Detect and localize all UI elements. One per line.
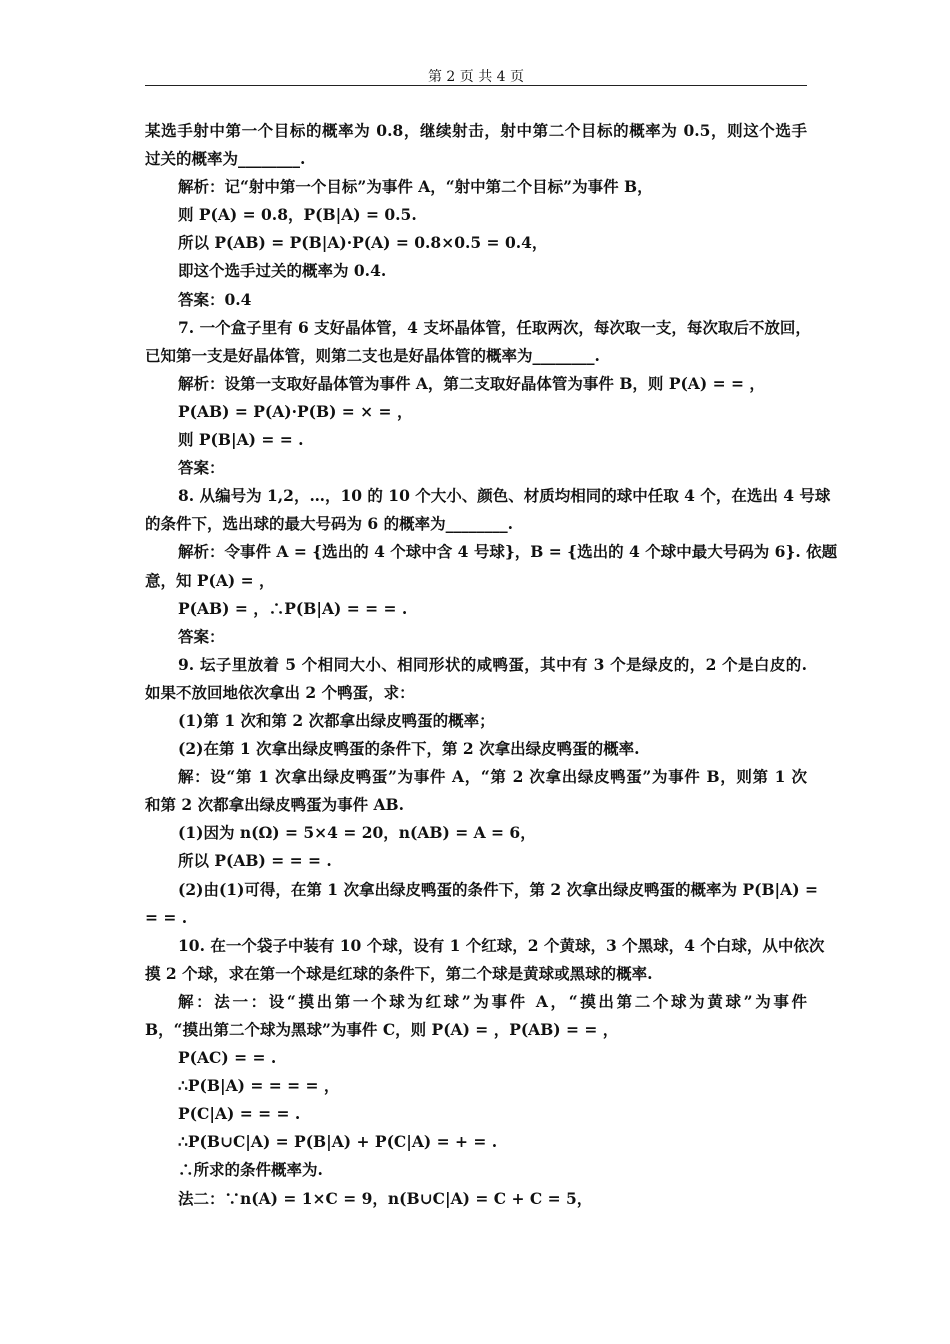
text-line: 意，知 P(A) = ， xyxy=(145,570,275,590)
text-line: ∴所求的条件概率为. xyxy=(178,1160,323,1180)
text-line: (2)在第 1 次拿出绿皮鸭蛋的条件下，第 2 次拿出绿皮鸭蛋的概率. xyxy=(178,739,640,759)
text-line: ∴P(B∪C|A) = P(B|A) + P(C|A) = + = . xyxy=(178,1132,498,1152)
text-line: 8. 从编号为 1,2，…，10 的 10 个大小、颜色、材质均相同的球中任取 4 个，在选出 4 号球 xyxy=(178,486,831,506)
text-line: 答案：0.4 xyxy=(178,289,252,309)
text-line: 所以 P(AB) = = = . xyxy=(178,851,332,871)
text-line: 解：设“第 1 次拿出绿皮鸭蛋”为事件 A，“第 2 次拿出绿皮鸭蛋”为事件 B，则第 1 次 xyxy=(178,767,807,787)
text-line: P(AB) = ，∴P(B|A) = = = . xyxy=(178,598,408,618)
text-line: P(AB) = P(A)·P(B) = × = ， xyxy=(178,401,413,421)
text-line: (1)因为 n(Ω) = 5×4 = 20，n(AB) = A = 6， xyxy=(178,823,536,843)
text-line: 答案： xyxy=(178,626,225,646)
text-line: P(AC) = = . xyxy=(178,1048,277,1068)
text-line: 的条件下，选出球的最大号码为 6 的概率为________. xyxy=(145,514,513,534)
text-line: = = . xyxy=(145,907,188,927)
text-line: 如果不放回地依次拿出 2 个鸭蛋，求： xyxy=(145,682,415,702)
text-line: 解：法一：设“摸出第一个球为红球”为事件 A，“摸出第二个球为黄球”为事件 xyxy=(178,991,807,1011)
text-line: 即这个选手过关的概率为 0.4. xyxy=(178,261,387,281)
text-line: 解析：设第一支取好晶体管为事件 A，第二支取好晶体管为事件 B，则 P(A) = = ， xyxy=(178,373,765,393)
text-line: 所以 P(AB) = P(B|A)·P(A) = 0.8×0.5 = 0.4， xyxy=(178,233,548,253)
text-line: 10. 在一个袋子中装有 10 个球，设有 1 个红球，2 个黄球，3 个黑球，4 个白球，从中依次 xyxy=(178,935,825,955)
text-line: 某选手射中第一个目标的概率为 0.8，继续射击，射中第二个目标的概率为 0.5，则这个选手 xyxy=(145,121,807,140)
text-line: 7. 一个盒子里有 6 支好晶体管，4 支坏晶体管，任取两次，每次取一支，每次取后不放回， xyxy=(178,317,811,337)
text-line: (2)由(1)可得，在第 1 次拿出绿皮鸭蛋的条件下，第 2 次拿出绿皮鸭蛋的概率为 P(B|A) = xyxy=(178,879,818,899)
text-line: 则 P(B|A) = = . xyxy=(178,430,304,450)
header-divider xyxy=(145,85,807,86)
text-line: 摸 2 个球，求在第一个球是红球的条件下，第二个球是黄球或黑球的概率. xyxy=(145,963,653,983)
text-line: 则 P(A) = 0.8，P(B|A) = 0.5. xyxy=(178,205,417,225)
text-line: 答案： xyxy=(178,458,225,478)
text-line: 已知第一支是好晶体管，则第二支也是好晶体管的概率为________. xyxy=(145,345,600,365)
text-line: 9. 坛子里放着 5 个相同大小、相同形状的咸鸭蛋，其中有 3 个是绿皮的，2 个是白皮的. xyxy=(178,654,807,674)
text-line: 解析：记“射中第一个目标”为事件 A，“射中第二个目标”为事件 B， xyxy=(178,177,653,197)
text-line: B，“摸出第二个球为黑球”为事件 C，则 P(A) = ，P(AB) = = ， xyxy=(145,1020,619,1039)
document-body xyxy=(145,117,838,1213)
text-line: P(C|A) = = = . xyxy=(178,1104,301,1124)
text-line: 过关的概率为________. xyxy=(145,149,306,169)
text-line: 和第 2 次都拿出绿皮鸭蛋为事件 AB. xyxy=(145,795,404,815)
text-line: 法二：∵n(A) = 1×C = 9，n(B∪C|A) = C + C = 5， xyxy=(178,1188,593,1208)
text-line: (1)第 1 次和第 2 次都拿出绿皮鸭蛋的概率； xyxy=(178,710,495,730)
text-line: ∴P(B|A) = = = = ， xyxy=(178,1076,340,1096)
text-line: 解析：令事件 A = {选出的 4 个球中含 4 号球}，B = {选出的 4 个球中最大号码为 6}. 依题 xyxy=(178,542,838,562)
page-header: 第 2 页 共 4 页 xyxy=(427,69,525,85)
